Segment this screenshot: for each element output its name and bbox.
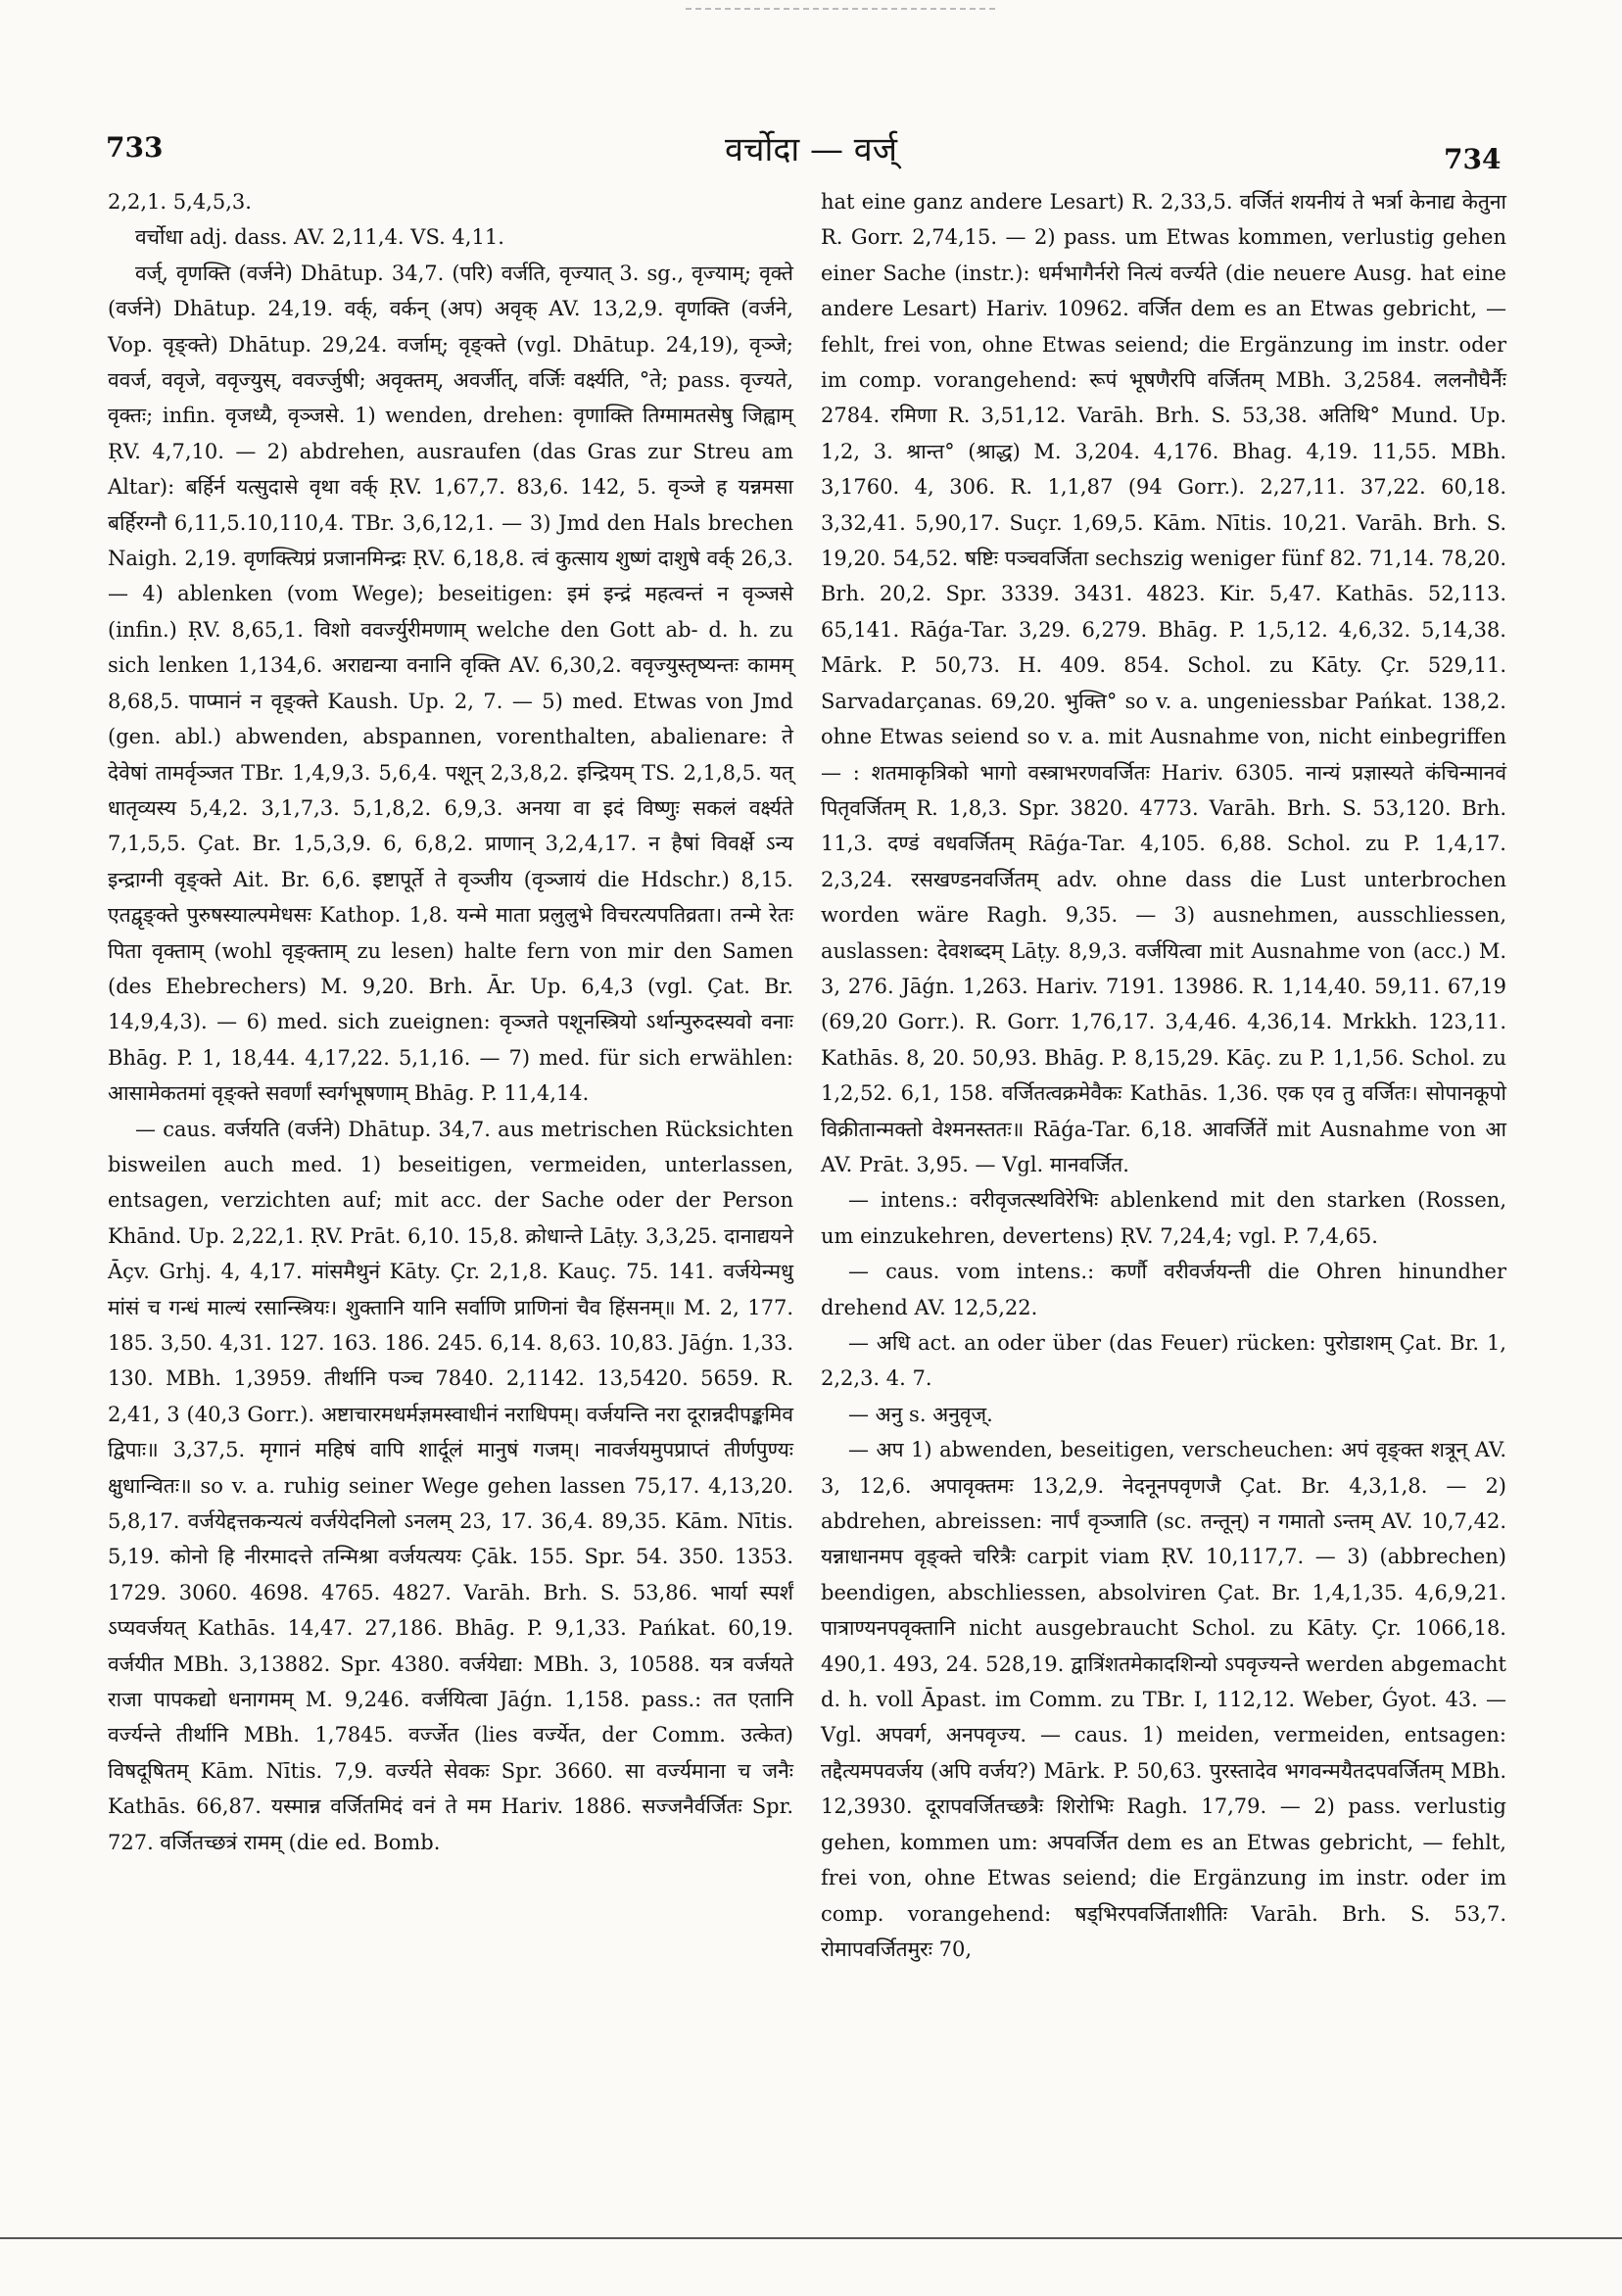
bottom-rule bbox=[0, 2237, 1622, 2239]
dictionary-entry: वर्चोधा adj. dass. AV. 2,11,4. VS. 4,11. bbox=[135, 225, 504, 250]
left-column bbox=[108, 184, 793, 1860]
dictionary-entry: 2,2,1. 5,4,5,3. bbox=[108, 190, 252, 214]
running-head: वर्चोदा — वर्ज् bbox=[725, 130, 897, 169]
dictionary-entry: — caus. vom intens.: कर्णौ वरीवर्जयन्ती die Ohren hinundher drehend AV. 12,5,22. bbox=[821, 1260, 1506, 1319]
dictionary-entry: — अनु s. अनुवृज्. bbox=[848, 1402, 993, 1426]
dictionary-entry: — intens.: वरीवृजत्स्थविरेभिः ablenkend mit den starken (Rossen, um einzukehren, devertens) ṚV. 7,24,4; vgl. P. 7,4,65. bbox=[821, 1188, 1506, 1248]
dictionary-entry: — अप 1) abwenden, beseitigen, verscheuchen: अपं वृङ्क्त शत्रून् AV. 3, 12,6. अपावृक्तमः 13,2,9. नेदनूनपवृणजै Çat. Br. 4,3,1,8. — 2) abdrehen, abreissen: नार्पं वृञ्जाति (sc. तन्तून्) न गमातो ऽन्तम् AV. 10,7,42. यन्नाधानमप वृङ्क्ते चरित्रैः carpit viam ṚV. 10,117,7. — 3) (abbrechen) beendigen, abschliessen, absolviren Çat. Br. 1,4,1,35. 4,6,9,21. पात्राण्यनपवृक्तानि nicht ausgebraucht Schol. zu Kāty. Çr. 1066,18. 490,1. 493, 24. 528,19. द्वात्रिंशतमेकादशिन्यो ऽपवृज्यन्ते werden abgemacht d. h. voll Āpast. im Comm. zu TBr. I, 112,12. Weber, Ǵyot. 43. — Vgl. अपवर्ग, अनपवृज्य. — caus. 1) meiden, vermeiden, entsagen: तद्दैत्यमपवर्जय (अपि वर्जय?) Mārk. P. 50,63. पुरस्तादेव भगवन्मयैतदपवर्जितम् MBh. 12,3930. दूरापवर्जितच्छत्रैः शिरोभिः Ragh. 17,79. — 2) pass. verlustig gehen, kommen um: अपवर्जित dem es an Etwas gebricht, — fehlt, frei von, ohne Etwas seiend; die Ergänzung im instr. oder im comp. vorangehend: षड्भिरपवर्जिताशीतिः Varāh. Brh. S. 53,7. रोमापवर्जितमुरः 70, bbox=[821, 1438, 1506, 1961]
dictionary-entry: — अधि act. an oder über (das Feuer) rücken: पुरोडाशम् Çat. Br. 1, 2,2,3. 4. 7. bbox=[821, 1331, 1506, 1391]
page-number-left: 733 bbox=[106, 131, 164, 164]
right-column bbox=[821, 184, 1506, 1967]
scan-artifact bbox=[686, 8, 999, 10]
dictionary-entry: — caus. वर्जयति (वर्जने) Dhātup. 34,7. aus metrischen Rücksichten bisweilen auch med. 1) beseitigen, vermeiden, unterlassen, entsagen, verzichten auf; mit acc. der Sache oder der Person Khānd. Up. 2,22,1. ṚV. Prāt. 6,10. 15,8. क्रोधान्ते Lāṭy. 3,3,25. दानाद्ययने Āçv. Grhj. 4, 4,17. मांसमैथुनं Kāty. Çr. 2,1,8. Kauç. 75. 141. वर्जयेन्मधु मांसं च गन्धं माल्यं रसान्स्त्रियः। शुक्तानि यानि सर्वाणि प्राणिनां चैव हिंसनम्॥ M. 2, 177. 185. 3,50. 4,31. 127. 163. 186. 245. 6,14. 8,63. 10,83. Jāǵn. 1,33. 130. MBh. 1,3959. तीर्थानि पञ्च 7840. 2,1142. 13,5420. 5659. R. 2,41, 3 (40,3 Gorr.). अष्टाचारमधर्मज्ञमस्वाधीनं नराधिपम्। वर्जयन्ति नरा दूरान्नदीपङ्कमिव द्विपाः॥ 3,37,5. मृगानं महिषं वापि शार्दूलं मानुषं गजम्। नावर्जयमुपप्राप्तं तीर्णपुण्यः क्षुधान्वितः॥ so v. a. ruhig seiner Wege gehen lassen 75,17. 4,13,20. 5,8,17. वर्जयेद्दत्तकन्यत्यं वर्जयेदनिलो ऽनलम् 23, 17. 36,4. 89,35. Kām. Nītis. 5,19. कोनो हि नीरमादत्ते तन्मिश्रा वर्जयत्ययः Çāk. 155. Spr. 54. 350. 1353. 1729. 3060. 4698. 4765. 4827. Varāh. Brh. S. 53,86. भार्या स्पर्शं ऽप्यवर्जयत् Kathās. 14,47. 27,186. Bhāg. P. 9,1,33. Pańkat. 60,19. वर्जयीत MBh. 3,13882. Spr. 4380. वर्जयेद्या: MBh. 3, 10588. यत्र वर्जयते राजा पापकद्यो धनागमम् M. 9,246. वर्जयित्वा Jāǵn. 1,158. pass.: तत एतानि वर्ज्यन्ते तीर्थानि MBh. 1,7845. वर्ज्जेत (lies वर्ज्येत, der Comm. उत्केत) विषदूषितम् Kām. Nītis. 7,9. वर्ज्यते सेवकः Spr. 3660. सा वर्ज्यमाना च जनैः Kathās. 66,87. यस्मान्न वर्जितमिदं वनं ते मम Hariv. 1886. सज्जनैर्वर्जितः Spr. 727. वर्जितच्छत्रं रामम् (die ed. Bomb. bbox=[108, 1117, 793, 1854]
dictionary-entry: hat eine ganz andere Lesart) R. 2,33,5. वर्जितं शयनीयं ते भर्त्रा केनाद्य केतुना R. Gorr. 2,74,15. — 2) pass. um Etwas kommen, verlustig gehen einer Sache (instr.): धर्मभागैर्नरो नित्यं वर्ज्यते (die neuere Ausg. hat eine andere Lesart) Hariv. 10962. वर्जित dem es an Etwas gebricht, — fehlt, frei von, ohne Etwas seiend; die Ergänzung im instr. oder im comp. vorangehend: रूपं भूषणैरपि वर्जितम् MBh. 3,2584. ललनौघैर्नैः 2784. रमिणा R. 3,51,12. Varāh. Brh. S. 53,38. अतिथि° Mund. Up. 1,2, 3. श्रान्त° (श्राद्ध) M. 3,204. 4,176. Bhag. 4,19. 11,55. MBh. 3,1760. 4, 306. R. 1,1,87 (94 Gorr.). 2,27,11. 37,22. 60,18. 3,32,41. 5,90,17. Suçr. 1,69,5. Kām. Nītis. 10,21. Varāh. Brh. S. 19,20. 54,52. षष्टिः पञ्चवर्जिता sechszig weniger fünf 82. 71,14. 78,20. Brh. 20,2. Spr. 3339. 3431. 4823. Kir. 5,47. Kathās. 52,113. 65,141. Rāǵa-Tar. 3,29. 6,279. Bhāg. P. 1,5,12. 4,6,32. 5,14,38. Mārk. P. 50,73. H. 409. 854. Schol. zu Kāty. Çr. 529,11. Sarvadarçanas. 69,20. भुक्ति° so v. a. ungeniessbar Pańkat. 138,2. ohne Etwas seiend so v. a. mit Ausnahme von, nicht einbegriffen — : शतमाकृत्रिको भागो वस्त्राभरणवर्जितः Hariv. 6305. नान्यं प्रज्ञास्यते कंचिन्मानवं पितृवर्जितम् R. 1,8,3. Spr. 3820. 4773. Varāh. Brh. S. 53,120. Brh. 11,3. दण्डं वधवर्जितम् Rāǵa-Tar. 4,105. 6,88. Schol. zu P. 1,4,17. 2,3,24. रसखण्डनवर्जितम् adv. ohne dass die Lust unterbrochen worden wäre Ragh. 9,35. — 3) ausnehmen, ausschliessen, auslassen: देवशब्दम् Lāṭy. 8,9,3. वर्जयित्वा mit Ausnahme von (acc.) M. 3, 276. Jāǵn. 1,263. Hariv. 7191. 13986. R. 1,14,40. 59,11. 67,19 (69,20 Gorr.). R. Gorr. 1,76,17. 3,4,46. 4,36,14. Mrkkh. 123,11. Kathās. 8, 20. 50,93. Bhāg. P. 8,15,29. Kāç. zu P. 1,1,56. Schol. zu 1,2,52. 6,1, 158. वर्जितत्वक्रमेवैकः Kathās. 1,36. एक एव तु वर्जितः। सोपानकूपो विक्रीतान्मक्तो वेश्मनस्ततः॥ Rāǵa-Tar. 6,18. आवर्जितें mit Ausnahme von आ AV. Prāt. 3,95. — Vgl. मानवर्जित. bbox=[821, 190, 1506, 1176]
dictionary-entry: वर्ज्, वृणक्ति (वर्जने) Dhātup. 34,7. (परि) वर्जति, वृज्यात् 3. sg., वृज्याम्; वृक्ते (वर्जने) Dhātup. 24,19. वर्क्, वर्कन् (अप) अवृक् AV. 13,2,9. वृणक्ति (वर्जने, Vop. वृङ्क्ते) Dhātup. 29,24. वर्जाम्; वृङ्क्ते (vgl. Dhātup. 24,19), वृञ्जे; ववर्ज, ववृजे, ववृज्युस्, ववर्ज्जुषी; अवृक्तम्, अवर्जीत्, वर्जिः वर्क्ष्यति, °ते; pass. वृज्यते, वृक्तः; infin. वृजध्यै, वृञ्जसे. 1) wenden, drehen: वृणाक्ति तिग्मामतसेषु जिह्वाम् ṚV. 4,7,10. — 2) abdrehen, ausraufen (das Gras zur Streu am Altar): बर्हिर्न यत्सुदासे वृथा वर्क् ṚV. 1,67,7. 83,6. 142, 5. वृञ्जे ह यन्नमसा बर्हिरग्नौ 6,11,5.10,110,4. TBr. 3,6,12,1. — 3) Jmd den Hals brechen Naigh. 2,19. वृणक्त्यिप्रं प्रजानमिन्द्रः ṚV. 6,18,8. त्वं कुत्साय शुष्णं दाशुषे वर्क् 26,3. — 4) ablenken (vom Wege); beseitigen: इमं इन्द्रं महत्वन्तं न वृञ्जसे (infin.) ṚV. 8,65,1. विशो ववर्ज्युरीमणाम् welche den Gott ab- d. h. zu sich lenken 1,134,6. अराद्यन्या वनानि वृक्ति AV. 6,30,2. ववृज्युस्तृष्यन्तः कामम् 8,68,5. पाप्मानं न वृङ्क्ते Kaush. Up. 2, 7. — 5) med. Etwas von Jmd (gen. abl.) abwenden, abspannen, vorenthalten, abalienare: ते देवेषां तामर्वृञ्जत TBr. 1,4,9,3. 5,6,4. पशून् 2,3,8,2. इन्द्रियम् TS. 2,1,8,5. यत् धातृव्यस्य 5,4,2. 3,1,7,3. 5,1,8,2. 6,9,3. अनया वा इदं विष्णुः सकलं वर्क्ष्यते 7,1,5,5. Çat. Br. 1,5,3,9. 6, 6,8,2. प्राणान् 3,2,4,17. न हैषां विवर्क्षे ऽन्य इन्द्राग्नी वृङ्क्ते Ait. Br. 6,6. इष्टापूर्ते ते वृञ्जीय (वृञ्जायं die Hdschr.) 8,15. एतद्वृङ्क्ते पुरुषस्याल्पमेधसः Kathop. 1,8. यन्मे माता प्रलुलुभे विचरत्यपतिव्रता। तन्मे रेतः पिता वृक्ताम् (wohl वृङ्क्ताम् zu lesen) halte fern von mir den Samen (des Ehebrechers) M. 9,20. Brh. Ār. Up. 6,4,3 (vgl. Çat. Br. 14,9,4,3). — 6) med. sich zueignen: वृञ्जते पशूनस्त्रियो ऽर्थान्पुरुदस्यवो वनाः Bhāg. P. 1, 18,44. 4,17,22. 5,1,16. — 7) med. für sich erwählen: आसामेकतमां वृङ्क्ते सवर्णां स्वर्गभूषणाम् Bhāg. P. 11,4,14. bbox=[108, 261, 793, 1106]
page-number-right: 734 bbox=[1444, 143, 1502, 175]
page-header bbox=[0, 125, 1622, 184]
